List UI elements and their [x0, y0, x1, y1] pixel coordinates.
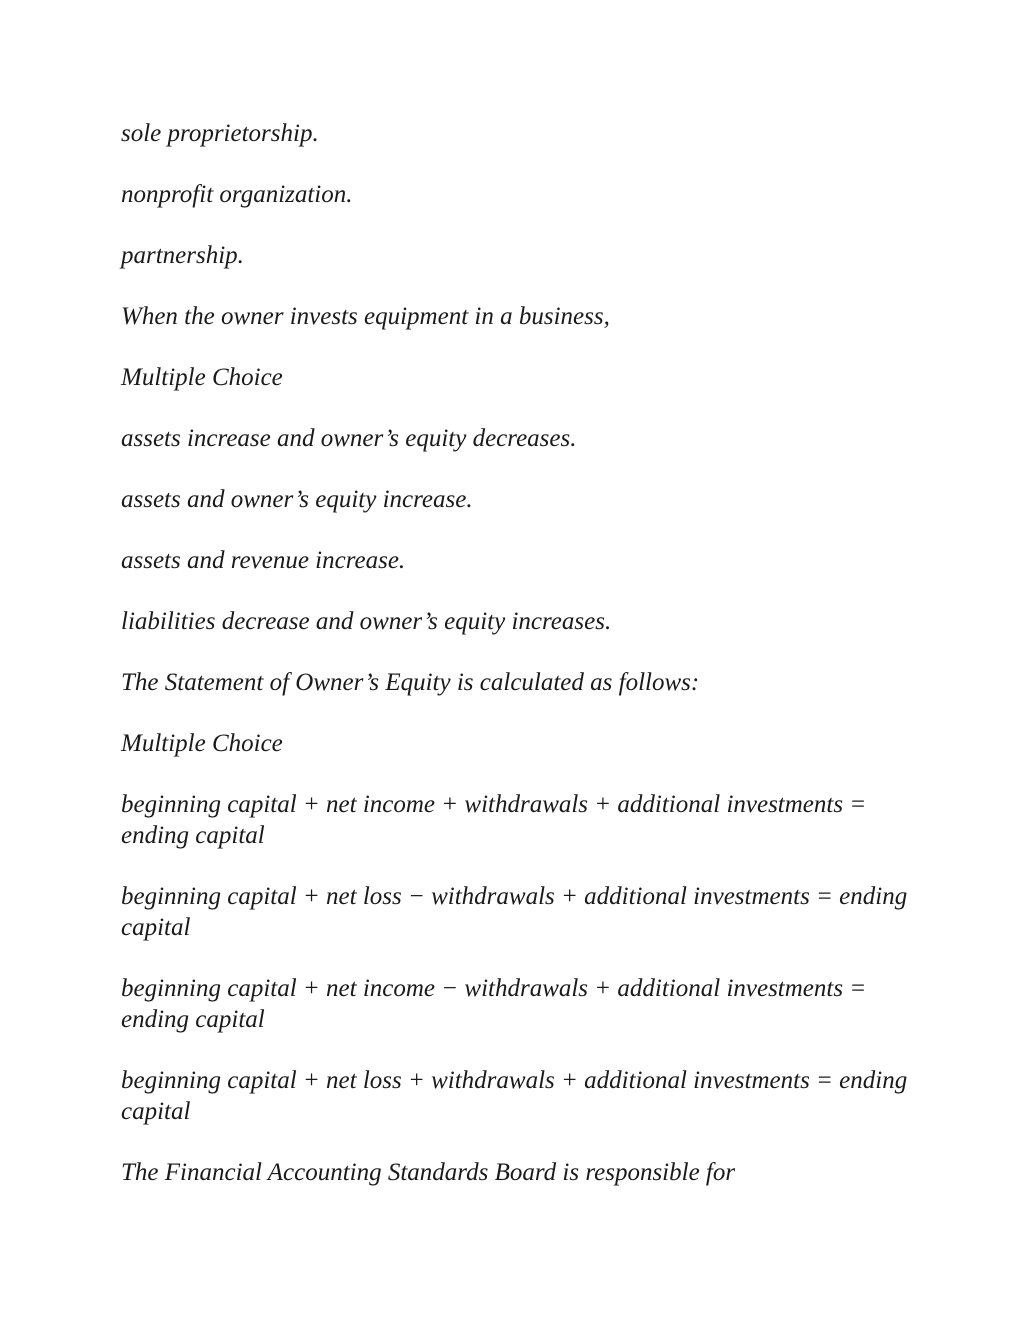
- question-text: The Financial Accounting Standards Board is responsible for: [121, 1159, 736, 1186]
- answer-option: assets increase and owner’s equity decreases.: [121, 425, 577, 452]
- answer-option: sole proprietorship.: [121, 120, 319, 147]
- answer-option: assets and owner’s equity increase.: [121, 486, 473, 513]
- answer-option: beginning capital + net income − withdrawals + additional investments = ending capital: [121, 975, 867, 1033]
- question-type-label: Multiple Choice: [121, 730, 283, 757]
- answer-option: beginning capital + net income + withdrawals + additional investments = ending capital: [121, 791, 867, 849]
- document-body: [121, 118, 911, 1218]
- answer-option: nonprofit organization.: [121, 181, 353, 208]
- question-text: When the owner invests equipment in a business,: [121, 303, 610, 330]
- question-type-label: Multiple Choice: [121, 364, 283, 391]
- answer-option: beginning capital + net loss − withdrawals + additional investments = ending capital: [121, 883, 908, 941]
- answer-option: partnership.: [121, 242, 244, 269]
- question-text: The Statement of Owner’s Equity is calculated as follows:: [121, 669, 700, 696]
- answer-option: beginning capital + net loss + withdrawals + additional investments = ending capital: [121, 1067, 908, 1125]
- answer-option: assets and revenue increase.: [121, 547, 406, 574]
- answer-option: liabilities decrease and owner’s equity increases.: [121, 608, 612, 635]
